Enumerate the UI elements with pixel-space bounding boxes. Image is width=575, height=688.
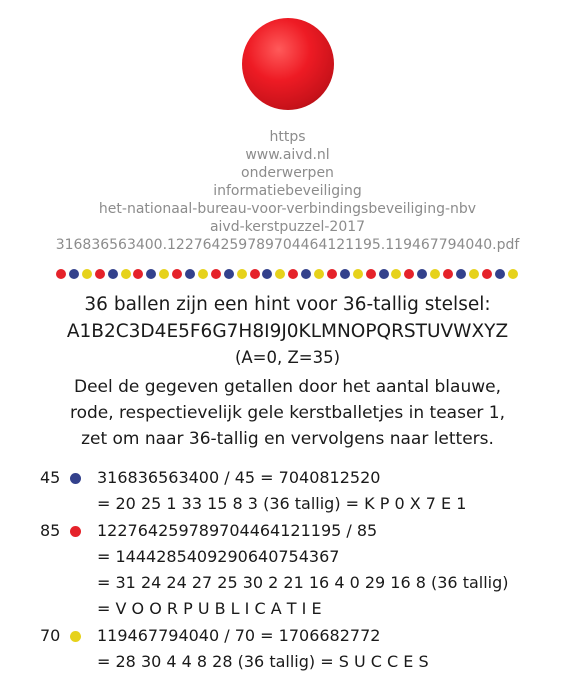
- red-dot: [288, 269, 298, 279]
- blue-dot: [340, 269, 350, 279]
- hint-line-alphabet: A1B2C3D4E5F6G7H8I9J0KLMNOPQRSTUVWXYZ: [66, 321, 509, 342]
- blue-dot: [417, 269, 427, 279]
- calc-red-line-4: = V O O R P U B L I C A T I E: [97, 599, 322, 618]
- yellow-dot: [198, 269, 208, 279]
- red-dot: [404, 269, 414, 279]
- calc-red-line-2: = 1444285409290640754367: [97, 547, 340, 566]
- yellow-dot: [82, 269, 92, 279]
- yellow-dot: [430, 269, 440, 279]
- url-line-puzzle: aivd-kerstpuzzel-2017: [209, 219, 366, 235]
- blue-dot: [379, 269, 389, 279]
- url-path-block: [0, 128, 575, 254]
- yellow-dot: [391, 269, 401, 279]
- calc-red-line-3: = 31 24 24 27 25 30 2 21 16 4 0 29 16 8 (36 tallig): [97, 573, 509, 592]
- url-line-page: het-nationaal-bureau-voor-verbindingsbeveiliging-nbv: [98, 201, 477, 217]
- red-ball-icon: [70, 526, 81, 537]
- blue-dot: [146, 269, 156, 279]
- url-line-filename: 316836563400.122764259789704464121195.119467794040.pdf: [55, 237, 520, 253]
- red-dot: [56, 269, 66, 279]
- yellow-dot: [508, 269, 518, 279]
- instruction-line-1: Deel de gegeven getallen door het aantal blauwe,: [74, 377, 501, 397]
- url-line-subsection: informatiebeveiliging: [213, 183, 362, 199]
- red-count: 85: [40, 521, 61, 540]
- blue-dot: [224, 269, 234, 279]
- yellow-dot: [469, 269, 479, 279]
- yellow-dot: [275, 269, 285, 279]
- yellow-dot: [353, 269, 363, 279]
- yellow-dot: [121, 269, 131, 279]
- yellow-ball-icon: [70, 631, 81, 642]
- yellow-dot: [237, 269, 247, 279]
- instruction-line-2: rode, respectievelijk gele kerstballetjes in teaser 1,: [69, 403, 506, 423]
- calc-blue-line-2: = 20 25 1 33 15 8 3 (36 tallig) = K P 0 X 7 E 1: [97, 494, 467, 513]
- calc-yellow-line-2: = 28 30 4 4 8 28 (36 tallig) = S U C C E S: [97, 652, 429, 671]
- red-dot: [366, 269, 376, 279]
- calc-yellow-line-1: 119467794040 / 70 = 1706682772: [97, 626, 381, 645]
- red-dot: [482, 269, 492, 279]
- yellow-dot: [314, 269, 324, 279]
- blue-ball-icon: [70, 473, 81, 484]
- red-dot: [250, 269, 260, 279]
- calc-red-line-1: 122764259789704464121195 / 85: [97, 521, 378, 540]
- yellow-count: 70: [40, 626, 61, 645]
- instruction-line-3: zet om naar 36-tallig en vervolgens naar letters.: [81, 429, 494, 449]
- blue-dot: [69, 269, 79, 279]
- red-dot: [133, 269, 143, 279]
- calc-blue-line-1: 316836563400 / 45 = 7040812520: [97, 468, 381, 487]
- url-line-section: onderwerpen: [241, 165, 334, 181]
- blue-dot: [262, 269, 272, 279]
- blue-dot: [185, 269, 195, 279]
- blue-dot: [108, 269, 118, 279]
- url-line-domain: www.aivd.nl: [245, 147, 330, 163]
- blue-dot: [495, 269, 505, 279]
- red-christmas-ball: [242, 18, 334, 110]
- red-dot: [172, 269, 182, 279]
- blue-count: 45: [40, 468, 61, 487]
- yellow-dot: [159, 269, 169, 279]
- red-dot: [327, 269, 337, 279]
- url-line-protocol: https: [269, 129, 306, 145]
- red-dot: [443, 269, 453, 279]
- blue-dot: [456, 269, 466, 279]
- hint-line-1: 36 ballen zijn een hint voor 36-tallig stelsel:: [84, 294, 491, 315]
- red-dot: [95, 269, 105, 279]
- colored-dots-row: [56, 268, 521, 282]
- hint-line-range: (A=0, Z=35): [234, 348, 341, 367]
- red-dot: [211, 269, 221, 279]
- blue-dot: [301, 269, 311, 279]
